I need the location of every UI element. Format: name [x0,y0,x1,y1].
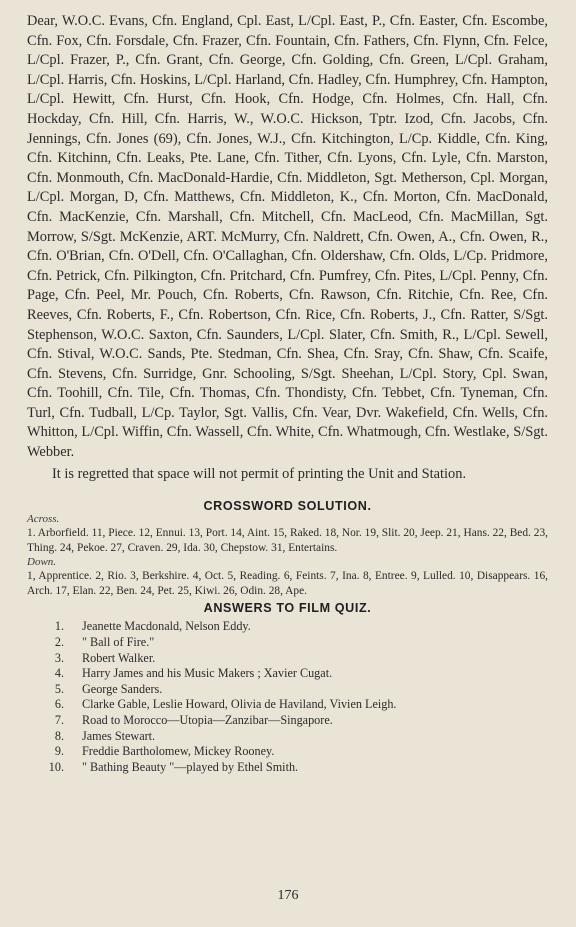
down-label: Down. [27,555,57,568]
quiz-answer-item [27,682,548,698]
quiz-answer-text: Jeanette Macdonald, Nelson Eddy. [82,619,251,634]
film-quiz-heading: ANSWERS TO FILM QUIZ. [203,601,372,616]
quiz-answer-item [27,713,548,729]
quiz-answer-text: James Stewart. [82,728,156,743]
quiz-answer-item [27,760,548,776]
quiz-answer-item [27,666,548,682]
names-paragraph: Dear, W.O.C. Evans, Cfn. England, Cpl. East, L/Cpl. East, P., Cfn. Easter, Cfn. Escombe, Cfn. Fox, Cfn. Forsdale, Cfn. Frazer, Cfn. Fountain, Cfn. Fathers, Cfn. Flynn, Cfn. Felce, L/Cpl. Frazer, P., Cfn. Grant, Cfn. George, Cfn. Golding, Cfn. Green, L/Cpl. Graham, L/Cpl. Harris, Cfn. Hoskins, L/Cpl. Harland, Cfn. Hadley, Cfn. Humphrey, Cfn. Hampton, L/Cpl. Hewitt, Cfn. Hurst, Cfn. Hook, Cfn. Hodge, Cfn. Holmes, Cfn. Hall, Cfn. Hockday, Cfn. Hill, Cfn. Harris, W., W.O.C. Hickson, Tptr. Izod, Cfn. Jacobs, Cfn. Jennings, Cfn. Jones (69), Cfn. Jones, W.J., Cfn. Kitchington, L/Cp. Kiddle, Cfn. King, Cfn. Kitchinn, Cfn. Leaks, Pte. Lane, Cfn. Tither, Cfn. Lyons, Cfn. Lyle, Cfn. Marston, Cfn. Monmouth, Cfn. MacDonald-Hardie, Cfn. Middleton, Sgt. Metherson, Cpl. Morgan, L/Cpl. Morgan, D, Cfn. Matthews, Cfn. Middleton, K., Cfn. Morton, Cfn. MacDonald, Cfn. MacKenzie, Cfn. Marshall, Cfn. Mitchell, Cfn. MacLeod, Cfn. MacMillan, Sgt. Morrow, S/Sgt. McKenzie, ART. McMurry, Cfn. Naldrett, Cfn. Owen, A., Cfn. Owen, R., Cfn. O'Brian, Cfn. O'Dell, Cfn. O'Callaghan, Cfn. Oldershaw, Cfn. Olds, L/Cp. Pridmore, Cfn. Petrick, Cfn. Pilkington, Cfn. Pritchard, Cfn. Pumfrey, Cfn. Pites, L/Cpl. Penny, Cfn. Page, Cfn. Peel, Mr. Pouch, Cfn. Roberts, Cfn. Rawson, Cfn. Ritchie, Cfn. Ree, Cfn. Reeves, Cfn. Roberts, F., Cfn. Robertson, Cfn. Rice, Cfn. Roberts, J., Cfn. Ratter, S/Sgt. Stephenson, W.O.C. Saxton, Cfn. Saunders, L/Cpl. Slater, Cfn. Smith, R., L/Cpl. Sewell, Cfn. Stival, W.O.C. Sands, Pte. Stedman, Cfn. Shea, Cfn. Sray, Cfn. Shaw, Cfn. Scaife, Cfn. Stevens, Cfn. Surridge, Gnr. Schooling, S/Sgt. Sheehan, L/Cpl. Story, Cpl. Swan, Cfn. Toohill, Cfn. Tile, Cfn. Thomas, Cfn. Thondisty, Cfn. Tebbet, Cfn. Tyneman, Cfn. Turl, Cfn. Tudball, L/Cp. Taylor, Sgt. Vallis, Cfn. Vear, Dvr. Wakefield, Cfn. Wells, Cfn. Whitton, L/Cpl. Wiffin, Cfn. Wassell, Cfn. White, Cfn. Whatmough, Cfn. Westlake, S/Sgt. Webber. [27,13,548,461]
quiz-answer-number: 7. [54,713,64,727]
crossword-heading: CROSSWORD SOLUTION. [203,499,372,514]
film-quiz-list [27,619,548,775]
page-number: 176 [277,888,299,903]
quiz-answer-number: 3. [54,650,64,665]
quiz-answer-text: Robert Walker. [82,650,156,665]
across-answers: 1. Arborfield. 11, Piece. 12, Ennui. 13, Port. 14, Aint. 15, Raked. 18, Nor. 19, Slit. 20, Jeep. 21, Hans. 22, Bed. 23, Thing. 24, Pekoe. 27, Craven. 29, Ida. 30, Chepstow. 31, Entertains. [27,527,548,555]
quiz-answer-number: 9. [54,744,64,759]
quiz-answer-text: George Sanders. [82,681,163,696]
quiz-answer-text: Road to Morocco—Utopia—Zanzibar—Singapore. [82,713,333,727]
quiz-answer-text: Freddie Bartholomew, Mickey Rooney. [82,744,275,759]
quiz-answer-text: " Bathing Beauty "—played by Ethel Smith. [82,759,299,774]
quiz-answer-text: Clarke Gable, Leslie Howard, Olivia de Haviland, Vivien Leigh. [82,697,397,712]
quiz-answer-text: Harry James and his Music Makers ; Xavier Cugat. [82,666,333,681]
regret-paragraph: It is regretted that space will not permit of printing the Unit and Station. [52,465,467,482]
quiz-answer-item [27,635,548,651]
quiz-answer-item [27,619,548,635]
down-answers: 1, Apprentice. 2, Rio. 3, Berkshire. 4, Oct. 5, Reading. 6, Feints. 7, Ina. 8, Entree. 9, Lulled. 10, Disappears. 16, Arch. 17, Elan. 22, Ben. 24, Pet. 25, Kiwi. 26, Odin. 28, Ape. [27,569,548,597]
quiz-answer-item [27,697,548,713]
quiz-answer-number: 2. [54,635,64,650]
quiz-answer-item [27,729,548,745]
film-quiz-answers [27,601,548,775]
quiz-answer-number: 10. [48,759,64,774]
quiz-answer-number: 5. [54,681,64,696]
quiz-answer-number: 4. [54,666,64,681]
across-label: Across. [27,513,60,526]
quiz-answer-item [27,651,548,667]
quiz-answer-number: 8. [54,728,64,743]
quiz-answer-text: " Ball of Fire." [82,635,155,650]
crossword-solution [27,499,548,598]
quiz-answer-number: 6. [54,697,64,712]
quiz-answer-number: 1. [54,619,64,634]
quiz-answer-item [27,744,548,760]
